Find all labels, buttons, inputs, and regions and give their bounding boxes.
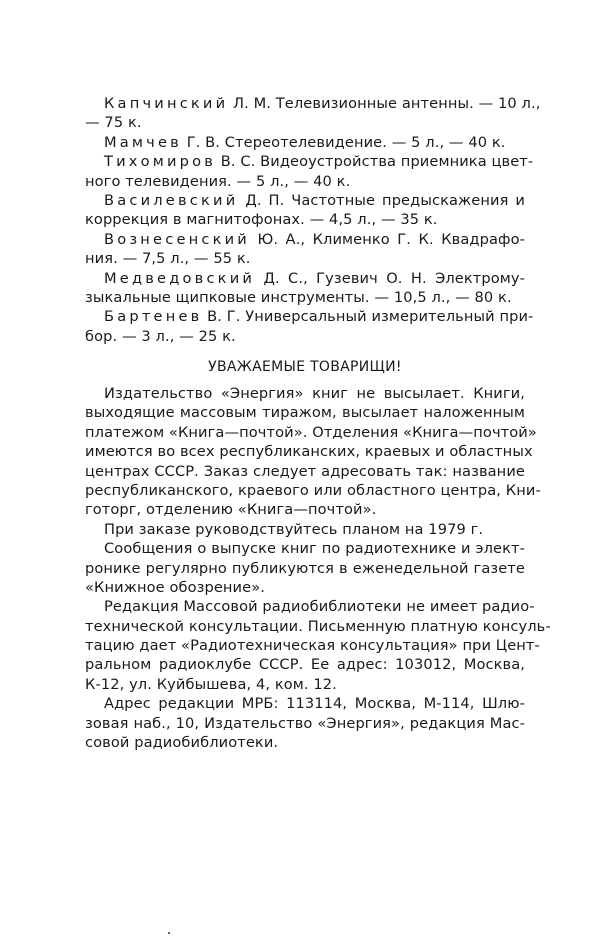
notice-line: Адрес редакции МРБ: 113114, Москва, М-114, Шлю-: [104, 695, 525, 713]
entry-text: Ю. А., Клименко Г. К. Квадрафо-: [249, 230, 525, 248]
notice-line: зовая наб., 10, Издательство «Энергия», редакция Мас-: [85, 714, 525, 732]
notice-line: совой радиобиблиотеки.: [85, 734, 279, 752]
notice-line: ральном радиоклубе СССР. Ее адрес: 103012, Москва,: [85, 656, 525, 674]
author-name: Медведовский: [104, 269, 256, 287]
notice-line: «Книжное обозрение».: [85, 578, 265, 596]
author-name: Тихомиров: [104, 153, 217, 171]
entry-text: Г. В. Стереотелевидение. — 5 л., — 40 к.: [181, 133, 506, 151]
bibliography-list: [85, 94, 541, 346]
notice-line: республиканского, краевого или областного центра, Кни-: [85, 481, 541, 499]
bibliography-entry-line: — 75 к.: [85, 114, 142, 132]
author-name: Василевский: [104, 191, 239, 209]
notice-line: ронике регулярно публикуются в еженедельной газете: [85, 559, 525, 577]
author-name: Бартенев: [104, 308, 203, 326]
bibliography-entry-line: бор. — 3 л., — 25 к.: [85, 327, 236, 345]
notice-line: выходящие массовым тиражом, высылает наложенным: [85, 404, 525, 422]
author-name: Мамчев: [104, 133, 182, 151]
bibliography-entry-line: [85, 230, 525, 249]
notice-heading: УВАЖАЕМЫЕ ТОВАРИЩИ!: [208, 359, 402, 375]
bibliography-entry-line: [85, 307, 534, 326]
notice-line: При заказе руководствуйтесь планом на 1979 г.: [104, 520, 484, 538]
bibliography-entry-line: [85, 94, 541, 113]
author-name: Капчинский: [104, 95, 229, 112]
notice-line: Издательство «Энергия» книг не высылает. Книги,: [104, 385, 525, 402]
notice-line: К-12, ул. Куйбышева, 4, ком. 12.: [85, 675, 337, 693]
notice-line: Редакция Массовой радиобиблиотеки не имеет радио-: [104, 598, 535, 616]
notice-line: готорг, отделению «Книга—почтой».: [85, 501, 377, 519]
bibliography-entry-line: ния. — 7,5 л., — 55 к.: [85, 250, 251, 268]
bibliography-entry-line: [85, 133, 525, 152]
entry-text: Л. М. Телевизионные антенны. — 10 л.,: [228, 95, 541, 112]
notice-line: платежом «Книга—почтой». Отделения «Книга—почтой»: [85, 423, 537, 441]
notice-line: тацию дает «Радиотехническая консультация» при Цент-: [85, 637, 540, 655]
entry-text: В. С. Видеоустройства приемника цвет-: [216, 153, 534, 171]
bibliography-entry-line: коррекция в магнитофонах. — 4,5 л., — 35 к.: [85, 211, 438, 229]
bibliography-entry-line: [85, 269, 525, 288]
print-speck: [168, 932, 170, 934]
bibliography-entry-line: [85, 152, 534, 171]
entry-text: Д. П. Частотные предыскажения и: [238, 191, 525, 209]
notice-line: технической консультации. Письменную платную консуль-: [85, 617, 551, 635]
entry-text: В. Г. Универсальный измерительный при-: [202, 308, 534, 326]
entry-text: Д. С., Гузевич О. Н. Электрому-: [255, 269, 525, 287]
author-name: Вознесенский: [104, 230, 250, 248]
bibliography-entry-line: [85, 191, 525, 210]
bibliography-entry-line: ного телевидения. — 5 л., — 40 к.: [85, 172, 351, 190]
bibliography-entry-line: зыкальные щипковые инструменты. — 10,5 л., — 80 к.: [85, 288, 512, 306]
notice-body: [85, 384, 551, 752]
notice-line: Сообщения о выпуске книг по радиотехнике и элект-: [104, 540, 525, 558]
notice-line: имеются во всех республиканских, краевых и областных: [85, 443, 533, 461]
notice-line: центрах СССР. Заказ следует адресовать так: название: [85, 462, 525, 480]
